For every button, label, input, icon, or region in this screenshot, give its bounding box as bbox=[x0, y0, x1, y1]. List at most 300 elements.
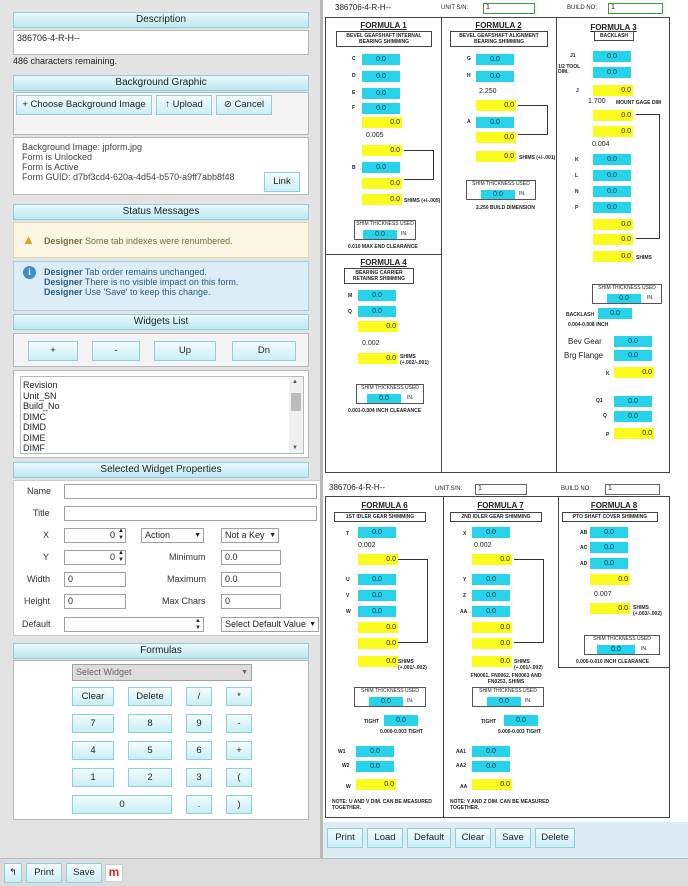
info-text: Tab order remains unchanged. bbox=[84, 267, 207, 277]
f7-shim-used-box bbox=[472, 687, 544, 707]
action-value: Action bbox=[145, 530, 171, 540]
calc-close-paren-button[interactable]: ) bbox=[226, 795, 252, 814]
f6-shim-used-box bbox=[354, 687, 426, 707]
width-label: Width bbox=[27, 574, 51, 584]
f7-result: 0.0 bbox=[472, 622, 512, 633]
f2-bracket bbox=[518, 105, 548, 135]
default-select-value: Select Default Value bbox=[225, 619, 306, 629]
f7-field-y[interactable]: 0.0 bbox=[472, 574, 510, 585]
scroll-up-icon[interactable]: ▲ bbox=[292, 379, 298, 385]
scroll-down-icon[interactable]: ▼ bbox=[292, 445, 298, 451]
f1-field-c[interactable]: 0.0 bbox=[362, 54, 400, 65]
f3-label-j: J bbox=[576, 88, 579, 94]
f7-result: 0.0 bbox=[472, 638, 512, 649]
f7-field-x[interactable]: 0.0 bbox=[472, 527, 510, 538]
f4-label-m: M bbox=[348, 293, 353, 299]
f2-note: 2.250 BUILD DIMENSION bbox=[476, 205, 535, 211]
f3-field-j1[interactable]: 0.0 bbox=[593, 51, 631, 62]
list-item[interactable]: DIMC bbox=[23, 411, 46, 422]
f1-in-label: IN. bbox=[401, 231, 408, 237]
f6-bracket bbox=[398, 559, 428, 643]
save-button[interactable]: Save bbox=[66, 863, 102, 883]
x-label: X bbox=[43, 530, 50, 540]
info-source: Designer bbox=[44, 277, 83, 287]
f6-note: NOTE: U AND V DIM. CAN BE MEASURED TOGETHER. bbox=[332, 799, 432, 811]
f1-result: 0.0 bbox=[362, 178, 402, 189]
f8-field-ad[interactable]: 0.0 bbox=[590, 558, 628, 569]
formula7-title: FORMULA 7 bbox=[477, 501, 524, 510]
y-label: Y bbox=[43, 552, 50, 562]
x-stepper[interactable]: 0 bbox=[64, 528, 126, 543]
f2-field-h[interactable]: 0.0 bbox=[476, 71, 514, 82]
f1-constant: 0.005 bbox=[366, 132, 384, 139]
f7-aa-label: AA bbox=[460, 784, 468, 790]
upload-button[interactable] bbox=[156, 95, 212, 115]
sheet2-build-label: BUILD NO: bbox=[561, 486, 592, 492]
sheet2-unit-field[interactable]: 1 bbox=[475, 484, 527, 495]
f3-result: 0.0 bbox=[593, 126, 633, 137]
f8-in-label: IN. bbox=[641, 646, 648, 652]
f3-q1-field[interactable]: 0.0 bbox=[614, 396, 652, 407]
f6-w1-field[interactable]: 0.0 bbox=[356, 746, 394, 757]
width-field[interactable]: 0 bbox=[64, 572, 126, 587]
divider bbox=[558, 667, 670, 668]
default-label: Default bbox=[22, 619, 51, 629]
f6-in-label: IN. bbox=[407, 698, 414, 704]
f4-constant: 0.002 bbox=[362, 340, 380, 347]
f1-field-b[interactable]: 0.0 bbox=[362, 162, 400, 173]
warning-message bbox=[13, 222, 309, 258]
minimum-label: Minimum bbox=[169, 552, 206, 562]
f6-w1-label: W1 bbox=[338, 749, 346, 755]
f3-bev-gear-label: Bev Gear bbox=[568, 337, 602, 346]
f7-tight-label: TIGHT bbox=[481, 719, 496, 725]
f7-bracket bbox=[514, 559, 544, 643]
f4-result: 0.0 bbox=[358, 353, 398, 364]
f6-result: 0.0 bbox=[358, 656, 398, 667]
calc-decimal-button[interactable]: . bbox=[186, 795, 212, 814]
f8-field-ac[interactable]: 0.0 bbox=[590, 542, 628, 553]
f3-field-p[interactable]: 0.0 bbox=[593, 202, 631, 213]
description-value: 386706-4-R-H-- bbox=[17, 33, 81, 43]
f3-result: 0.0 bbox=[593, 234, 633, 245]
calc-3-button[interactable]: 3 bbox=[186, 768, 212, 787]
name-field[interactable] bbox=[64, 484, 317, 499]
f1-shim-used-field[interactable]: 0.0 bbox=[363, 230, 397, 239]
f1-shims-label: SHIMS (+/-.005) bbox=[404, 198, 441, 204]
f3-field-tool[interactable]: 0.0 bbox=[593, 67, 631, 78]
f3-bracket bbox=[636, 114, 660, 239]
upload-icon: ↑ bbox=[165, 99, 173, 110]
list-item[interactable]: DIMF bbox=[23, 443, 45, 453]
f1-result: 0.0 bbox=[362, 194, 402, 205]
y-stepper-arrows-icon[interactable]: ▲ ▼ bbox=[118, 550, 124, 563]
calc-8-button[interactable]: 8 bbox=[128, 714, 172, 733]
f2-shim-used-field[interactable]: 0.0 bbox=[481, 190, 515, 199]
maxchars-label: Max Chars bbox=[162, 596, 206, 606]
f7-aa2-field[interactable]: 0.0 bbox=[472, 761, 510, 772]
action-select[interactable] bbox=[141, 528, 204, 543]
info-text: Use 'Save' to keep this change. bbox=[85, 287, 211, 297]
f6-tight-field[interactable]: 0.0 bbox=[384, 715, 418, 726]
sheet1-unit-label: UNIT S/N: bbox=[441, 5, 469, 11]
f3-q-label: Q bbox=[603, 413, 607, 419]
y-stepper[interactable]: 0 bbox=[64, 550, 126, 565]
f3-shim-used-field[interactable]: 0.0 bbox=[607, 294, 641, 303]
f6-field-v[interactable]: 0.0 bbox=[358, 590, 396, 601]
default-value-select[interactable] bbox=[221, 617, 319, 632]
height-label: Height bbox=[24, 596, 51, 606]
title-field[interactable] bbox=[64, 506, 317, 521]
f6-w2-field[interactable]: 0.0 bbox=[356, 761, 394, 772]
f6-shim-used-field[interactable]: 0.0 bbox=[369, 697, 403, 706]
f7-tight-field[interactable]: 0.0 bbox=[504, 715, 538, 726]
calc-1-button[interactable]: 1 bbox=[72, 768, 114, 787]
maximum-field[interactable]: 0.0 bbox=[221, 572, 281, 587]
f6-result: 0.0 bbox=[358, 638, 398, 649]
f3-k-label: K bbox=[606, 371, 610, 377]
form-action-bar bbox=[323, 822, 688, 858]
f4-label-q: Q bbox=[348, 309, 352, 315]
f3-shims-label: SHIMS bbox=[636, 255, 652, 261]
f3-q1-label: Q1 bbox=[596, 398, 603, 404]
f3-brg-flange-label: Brg Flange bbox=[564, 351, 604, 360]
sheet1-build-label: BUILD NO: bbox=[567, 5, 598, 11]
list-item[interactable]: Unit_SN bbox=[23, 390, 57, 401]
widgets-header: Widgets List bbox=[13, 314, 309, 330]
f1-field-d[interactable]: 0.0 bbox=[362, 71, 400, 82]
f4-note: 0.001-0.004 INCH CLEARANCE bbox=[348, 408, 422, 414]
stepper-icon: ▲ ▼ bbox=[195, 618, 201, 631]
move-up-button[interactable]: Up bbox=[154, 341, 216, 361]
formula3-title: FORMULA 3 bbox=[590, 23, 637, 32]
info-source: Designer bbox=[44, 287, 83, 297]
form-delete-button[interactable]: Delete bbox=[535, 828, 575, 848]
f3-in-label: IN. bbox=[647, 295, 654, 301]
maxchars-field[interactable]: 0 bbox=[221, 594, 281, 609]
f1-field-e[interactable]: 0.0 bbox=[362, 88, 400, 99]
remove-widget-button[interactable]: - bbox=[92, 341, 140, 361]
f7-label-aa: AA bbox=[460, 609, 468, 615]
sheet1-frame bbox=[325, 17, 670, 473]
f1-label-d: D bbox=[352, 73, 356, 79]
f1-field-f[interactable]: 0.0 bbox=[362, 103, 400, 114]
calc-4-button[interactable]: 4 bbox=[72, 741, 114, 760]
formula3-subtitle: BACKLASH bbox=[594, 31, 634, 41]
f2-constant: 2.250 bbox=[479, 88, 497, 95]
plus-icon: + bbox=[22, 99, 31, 110]
form-canvas bbox=[323, 0, 688, 858]
properties-panel bbox=[13, 480, 322, 636]
f3-q-field[interactable]: 0.0 bbox=[614, 411, 652, 422]
formula7-subtitle: 2ND IDLER GEAR SHIMMING bbox=[450, 512, 542, 522]
f4-field-q[interactable]: 0.0 bbox=[358, 306, 396, 317]
f3-field-n[interactable]: 0.0 bbox=[593, 186, 631, 197]
f3-result-j: 0.0 bbox=[593, 85, 633, 96]
f7-field-aa[interactable]: 0.0 bbox=[472, 606, 510, 617]
f8-shim-used-box bbox=[584, 635, 660, 655]
f6-tight-note: 0.000-0.003 TIGHT bbox=[380, 729, 424, 735]
f2-field-a[interactable]: 0.0 bbox=[476, 117, 514, 128]
calc-2-button[interactable]: 2 bbox=[128, 768, 172, 787]
f3-constant1: 1.700 bbox=[588, 98, 606, 105]
f4-in-label: IN. bbox=[407, 395, 414, 401]
default-field[interactable] bbox=[64, 617, 204, 632]
key-select[interactable] bbox=[221, 528, 279, 543]
calc-clear-button[interactable]: Clear bbox=[72, 687, 114, 706]
f3-result: 0.0 bbox=[593, 251, 633, 262]
scroll-thumb[interactable] bbox=[291, 393, 301, 411]
divider bbox=[441, 213, 442, 473]
f3-p-result: 0.0 bbox=[614, 428, 654, 439]
f3-field-k[interactable]: 0.0 bbox=[593, 154, 631, 165]
link-button[interactable]: Link bbox=[264, 172, 300, 192]
f3-backlash-field[interactable]: 0.0 bbox=[598, 308, 632, 319]
f7-tight-note: 0.000-0.003 TIGHT bbox=[498, 729, 542, 735]
f6-shim-used-label: SHIM THICKNESS USED bbox=[361, 688, 419, 694]
move-down-button[interactable]: Dn bbox=[232, 341, 296, 361]
f4-shim-used-label: SHIM THICKNESS USED bbox=[361, 385, 419, 391]
f1-label-f: F bbox=[352, 105, 356, 111]
f6-result: 0.0 bbox=[358, 554, 398, 565]
f8-label-ac: AC bbox=[580, 545, 588, 551]
calc-6-button[interactable]: 6 bbox=[186, 741, 212, 760]
f6-label-t: T bbox=[346, 531, 350, 537]
f7-shims-label: SHIMS (+.001/-.002) bbox=[514, 659, 543, 671]
footer-bar bbox=[0, 858, 688, 886]
f8-note: 0.005-0.010 INCH CLEARANCE bbox=[576, 659, 650, 665]
f7-field-z[interactable]: 0.0 bbox=[472, 590, 510, 601]
calc-plus-button[interactable]: + bbox=[226, 741, 252, 760]
back-button[interactable]: ↰ bbox=[4, 863, 22, 883]
upload-label: Upload bbox=[172, 99, 203, 110]
list-item[interactable]: DIME bbox=[23, 432, 46, 443]
f4-shims-label: SHIMS (+.002/-.001) bbox=[400, 354, 429, 366]
f2-shims-label: SHIMS (+/-.001) bbox=[519, 155, 556, 161]
f1-shim-used-label: SHIM THICKNESS USED bbox=[356, 221, 414, 227]
formula1-subtitle: BEVEL GEAFSHAFT INTERNAL BEARING SHIMMING bbox=[336, 31, 432, 47]
f7-result: 0.0 bbox=[472, 656, 512, 667]
designer-panel bbox=[0, 0, 322, 858]
f8-shim-used-field[interactable]: 0.0 bbox=[597, 645, 635, 654]
divider bbox=[558, 497, 559, 667]
divider bbox=[326, 254, 441, 255]
formula6-subtitle: 1ST IDLER GEAR SHIMMING bbox=[334, 512, 426, 522]
f8-label-ad: AD bbox=[580, 561, 588, 567]
calc-delete-button[interactable]: Delete bbox=[128, 687, 172, 706]
sheet2-frame bbox=[325, 496, 670, 818]
formulas-panel bbox=[13, 660, 309, 820]
f3-p-label: P bbox=[606, 432, 610, 438]
height-field[interactable]: 0 bbox=[64, 594, 126, 609]
info-message bbox=[13, 261, 309, 311]
f7-label-x: X bbox=[463, 531, 467, 537]
f3-label-p: P bbox=[575, 205, 579, 211]
cancel-label: Cancel bbox=[234, 99, 265, 110]
calc-open-paren-button[interactable]: ( bbox=[226, 768, 252, 787]
f8-shim-used-label: SHIM THICKNESS USED bbox=[593, 636, 651, 642]
background-info bbox=[13, 137, 309, 195]
f7-note: NOTE: Y AND Z DIM. CAN BE MEASURED TOGETHER. bbox=[450, 799, 550, 811]
chevron-down-icon: ▼ bbox=[269, 532, 276, 539]
sheet2-unit-label: UNIT S/N: bbox=[435, 486, 463, 492]
chevron-down-icon: ▼ bbox=[241, 669, 248, 676]
divider bbox=[441, 18, 442, 214]
divider bbox=[556, 18, 557, 472]
calc-divide-button[interactable]: / bbox=[186, 687, 212, 706]
f2-result: 0.0 bbox=[476, 100, 516, 111]
description-header: Description bbox=[13, 12, 309, 28]
widgets-toolbar bbox=[13, 333, 309, 367]
f6-w-result: 0.0 bbox=[356, 779, 396, 790]
widget-select[interactable] bbox=[72, 664, 252, 681]
f1-bracket bbox=[404, 150, 434, 180]
choose-background-button[interactable] bbox=[16, 95, 152, 115]
maximum-label: Maximum bbox=[167, 574, 207, 584]
f8-field-ab[interactable]: 0.0 bbox=[590, 527, 628, 538]
formula8-subtitle: PTO SHAFT COVER SHIMMING bbox=[562, 512, 658, 522]
f2-field-g[interactable]: 0.0 bbox=[476, 54, 514, 65]
f3-label-k: K bbox=[575, 157, 579, 163]
calc-7-button[interactable]: 7 bbox=[72, 714, 114, 733]
f6-label-w: W bbox=[346, 609, 351, 615]
f1-result: 0.0 bbox=[362, 117, 402, 128]
list-item[interactable]: Build_No bbox=[23, 401, 60, 411]
characters-remaining: 486 characters remaining. bbox=[13, 56, 118, 66]
f6-shims-label: SHIMS (+.001/-.002) bbox=[398, 659, 427, 671]
f8-result: 0.0 bbox=[590, 603, 630, 614]
f2-in-label: IN. bbox=[519, 191, 526, 197]
form-guid: Form GUID: d7bf3cd4-620a-4d54-b570-a9ff7abb8f48 bbox=[22, 172, 235, 182]
sheet1-build-field[interactable]: 1 bbox=[608, 3, 663, 14]
f3-mount-gage: MOUNT GAGE DIM bbox=[616, 100, 661, 106]
calc-9-button[interactable]: 9 bbox=[186, 714, 212, 733]
form-save-button[interactable]: Save bbox=[495, 828, 531, 848]
f7-constant: 0.002 bbox=[474, 542, 492, 549]
list-item[interactable]: DIMD bbox=[23, 422, 46, 432]
form-clear-button[interactable]: Clear bbox=[455, 828, 491, 848]
chevron-down-icon: ▼ bbox=[194, 532, 201, 539]
f3-brg-flange-field[interactable]: 0.0 bbox=[614, 350, 652, 361]
f3-result: 0.0 bbox=[593, 219, 633, 230]
form-active-state: Form is Active bbox=[22, 162, 79, 172]
formula2-subtitle: BEVEL GEAFSHAFT ALIGNMENT BEARING SHIMMING bbox=[450, 31, 548, 47]
f6-tight-label: TIGHT bbox=[364, 719, 379, 725]
f6-field-t[interactable]: 0.0 bbox=[358, 527, 396, 538]
background-toolbar bbox=[13, 92, 309, 135]
widgets-scrollbar[interactable] bbox=[289, 377, 303, 453]
f3-field-l[interactable]: 0.0 bbox=[593, 170, 631, 181]
f3-label-j1: J1 bbox=[570, 53, 576, 59]
f1-result: 0.0 bbox=[362, 145, 402, 156]
title-label: Title bbox=[33, 508, 50, 518]
f1-label-c: C bbox=[352, 56, 356, 62]
f4-shim-used-box bbox=[356, 384, 424, 404]
status-header: Status Messages bbox=[13, 204, 309, 220]
f7-aa1-label: AA1 bbox=[456, 749, 467, 755]
calc-0-button[interactable]: 0 bbox=[72, 795, 172, 814]
x-stepper-arrows-icon[interactable]: ▲ ▼ bbox=[118, 528, 124, 541]
f8-shims-label: SHIMS (+.003/-.002) bbox=[633, 605, 662, 617]
form-print-button[interactable]: Print bbox=[327, 828, 363, 848]
choose-background-label: Choose Background Image bbox=[30, 99, 146, 110]
f3-backlash-note: 0.004-0.008 INCH bbox=[568, 322, 609, 328]
f6-w2-label: W2 bbox=[342, 763, 350, 769]
name-label: Name bbox=[27, 486, 52, 496]
f7-shim-used-field[interactable]: 0.0 bbox=[487, 697, 521, 706]
formula4-title: FORMULA 4 bbox=[360, 258, 407, 267]
f4-result: 0.0 bbox=[358, 321, 398, 332]
f6-label-v: V bbox=[346, 593, 350, 599]
calc-5-button[interactable]: 5 bbox=[128, 741, 172, 760]
f7-aa1-field[interactable]: 0.0 bbox=[472, 746, 510, 757]
warning-source: Designer bbox=[44, 236, 83, 246]
properties-header: Selected Widget Properties bbox=[13, 462, 309, 478]
calc-minus-button[interactable]: - bbox=[226, 714, 252, 733]
f4-shim-used-field[interactable]: 0.0 bbox=[367, 394, 401, 403]
f7-result: 0.0 bbox=[472, 554, 512, 565]
add-widget-button[interactable]: + bbox=[28, 341, 78, 361]
f4-field-m[interactable]: 0.0 bbox=[358, 290, 396, 301]
f3-shim-used-label: SHIM THICKNESS USED bbox=[598, 285, 656, 291]
minimum-field[interactable]: 0.0 bbox=[221, 550, 281, 565]
print-button[interactable]: Print bbox=[26, 863, 62, 883]
form-load-button[interactable]: Load bbox=[367, 828, 403, 848]
f3-bev-gear-field[interactable]: 0.0 bbox=[614, 336, 652, 347]
f7-fn-note: FN0061, FN0062, FN0063 AND FN0253, SHIMS bbox=[470, 673, 542, 685]
f3-constant2: 0.004 bbox=[592, 141, 610, 148]
f2-label-a: A bbox=[467, 119, 471, 125]
widgets-list[interactable] bbox=[20, 376, 304, 454]
f2-label-h: H bbox=[467, 73, 471, 79]
f1-label-e: E bbox=[352, 90, 356, 96]
sheet1-unit-field[interactable]: 1 bbox=[483, 3, 535, 14]
background-image-name: Background Image: jpform.jpg bbox=[22, 142, 143, 152]
info-text: There is no visible impact on this form. bbox=[84, 277, 239, 287]
f3-k-result: 0.0 bbox=[614, 367, 654, 378]
calc-multiply-button[interactable]: * bbox=[226, 687, 252, 706]
formula1-title: FORMULA 1 bbox=[360, 21, 407, 30]
f1-note: 0.010 MAX END CLEARANCE bbox=[348, 244, 418, 250]
f1-label-b: B bbox=[352, 165, 356, 171]
background-info-text bbox=[22, 142, 234, 182]
f2-shim-used-box bbox=[466, 180, 536, 200]
f7-shim-used-label: SHIM THICKNESS USED bbox=[479, 688, 537, 694]
f7-aa2-label: AA2 bbox=[456, 763, 467, 769]
divider bbox=[443, 497, 444, 817]
f6-field-w[interactable]: 0.0 bbox=[358, 606, 396, 617]
f3-backlash-label: BACKLASH bbox=[566, 312, 595, 318]
cancel-button[interactable] bbox=[216, 95, 272, 115]
f7-label-y: Y bbox=[463, 577, 467, 583]
f7-aa-result: 0.0 bbox=[472, 779, 512, 790]
f3-result: 0.0 bbox=[593, 110, 633, 121]
background-header: Background Graphic bbox=[13, 75, 309, 91]
f6-label-u: U bbox=[346, 577, 350, 583]
f6-field-u[interactable]: 0.0 bbox=[358, 574, 396, 585]
f6-constant: 0.002 bbox=[358, 542, 376, 549]
form-lock-state: Form is Unlocked bbox=[22, 152, 93, 162]
f3-shim-used-box bbox=[592, 284, 662, 304]
f8-result: 0.0 bbox=[590, 574, 630, 585]
f1-shim-used-box bbox=[354, 220, 416, 240]
sheet2-build-field[interactable]: 1 bbox=[605, 484, 660, 495]
widgets-list-panel bbox=[13, 370, 309, 458]
description-input[interactable] bbox=[13, 30, 309, 55]
list-item[interactable]: Revision bbox=[23, 380, 58, 390]
form-default-button[interactable]: Default bbox=[407, 828, 451, 848]
f3-label-tool: 1/2 TOOL DIM. bbox=[558, 64, 581, 75]
